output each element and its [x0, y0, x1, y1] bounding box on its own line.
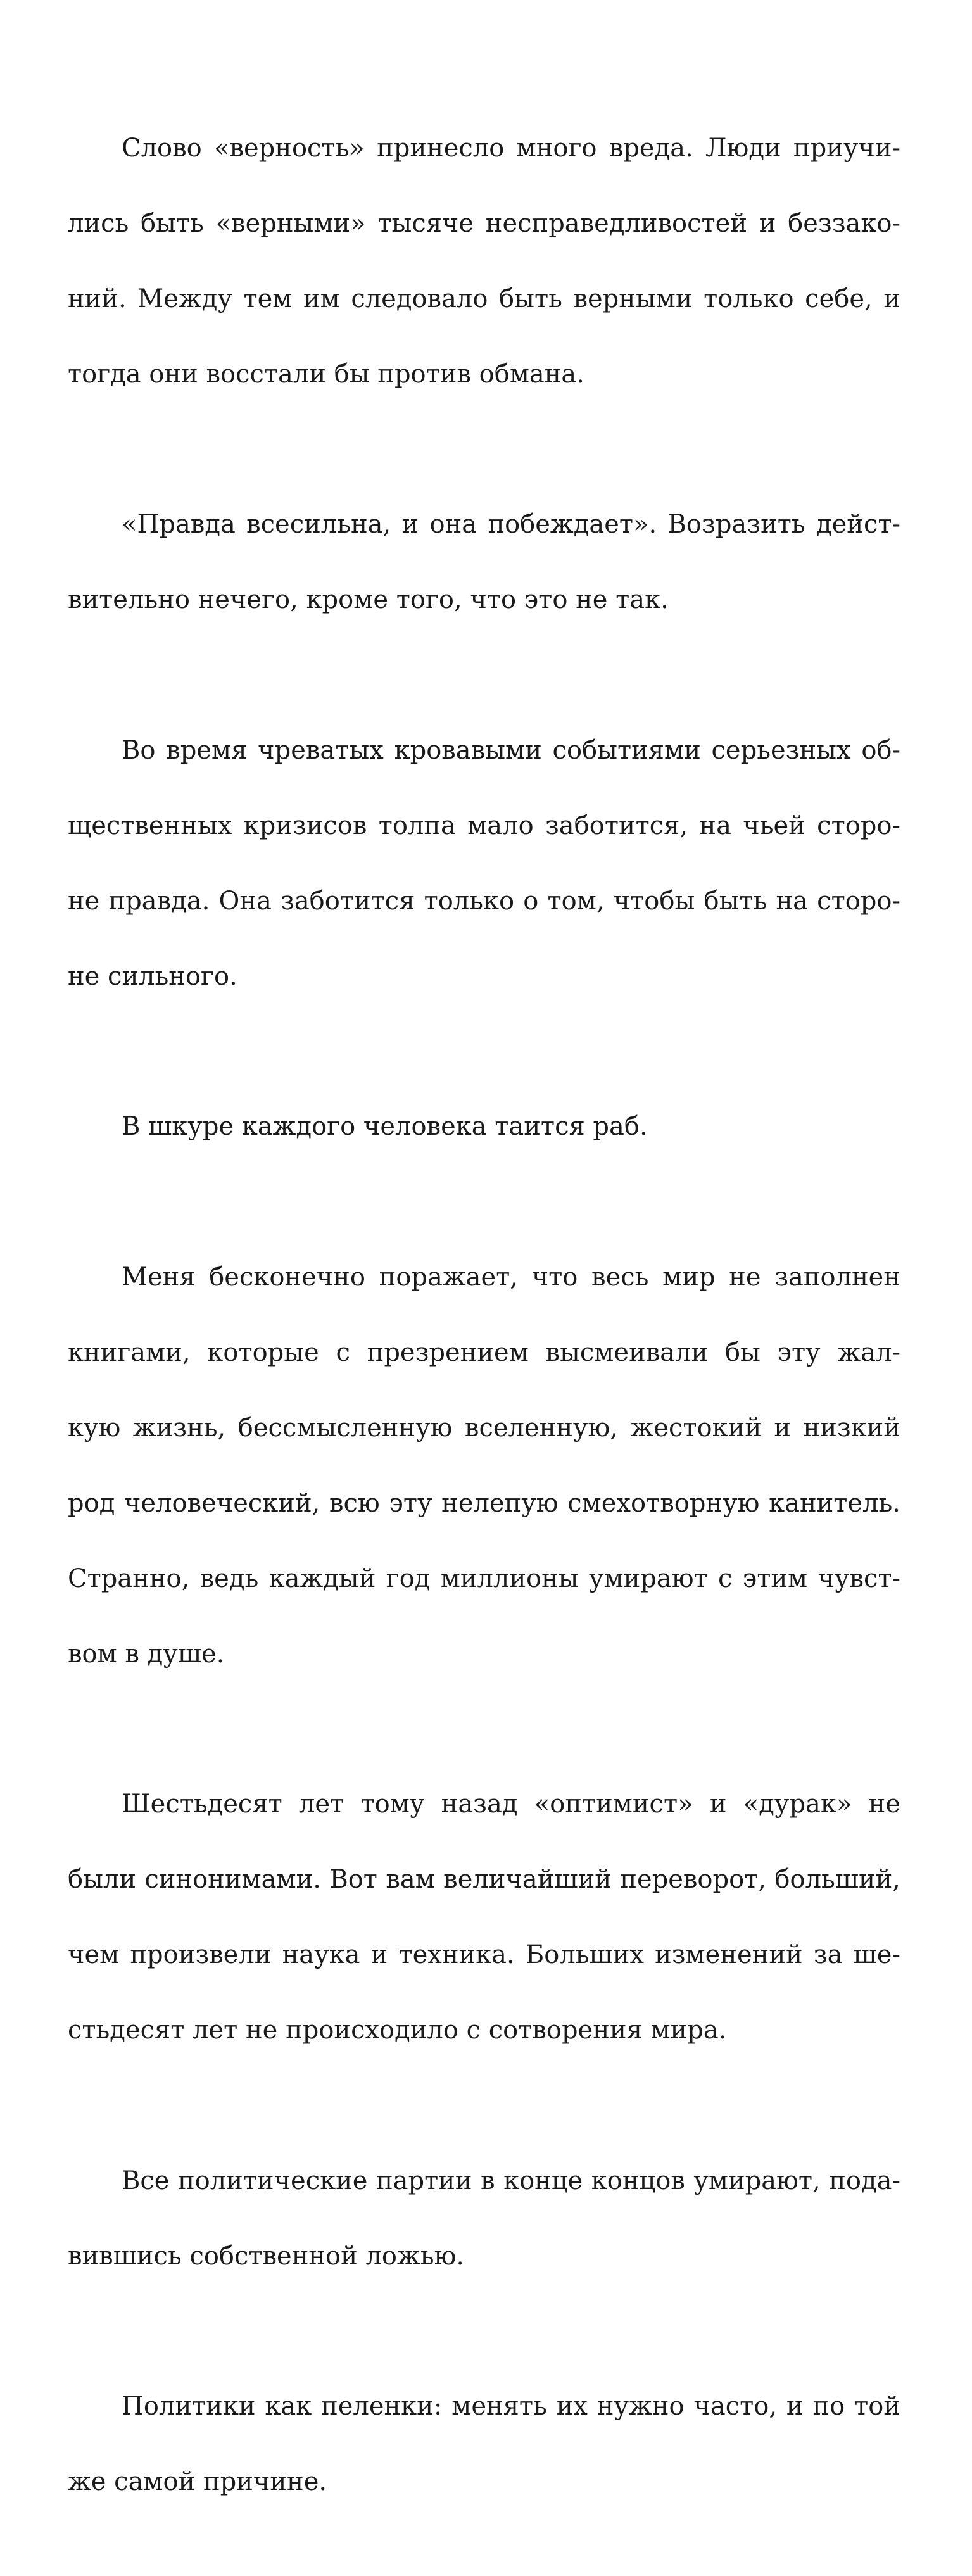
paragraph-3 — [68, 694, 900, 1033]
text-line: щественных кризисов толпа мало заботится, на чьей сторо- — [68, 811, 900, 840]
page-body-text — [68, 92, 900, 2576]
text-line: Шестьдесят лет тому назад «оптимист» и «дурак» не — [122, 1790, 900, 1819]
text-line: Странно, ведь каждый год миллионы умирают с этим чувст- — [68, 1563, 900, 1593]
text-line: тогда они восстали бы против обмана. — [68, 359, 584, 389]
text-line: были синонимами. Вот вам величайший переворот, больший, — [68, 1865, 900, 1894]
text-line: чем произвели наука и техника. Больших изменений за ше- — [68, 1940, 900, 1969]
paragraph-7 — [68, 2125, 900, 2313]
text-line: Во время чреватых кровавыми событиями серьезных об- — [122, 735, 900, 765]
paragraph-8 — [68, 2351, 900, 2539]
text-line: вительно нечего, кроме того, что это не так. — [68, 585, 669, 614]
paragraph-5 — [68, 1221, 900, 1711]
text-line: стьдесят лет не происходило с сотворения мира. — [68, 2016, 727, 2045]
text-line: лись быть «верными» тысяче несправедливостей и беззако- — [68, 208, 900, 238]
text-line: Слово «верность» принесло много вреда. Люди приучи- — [122, 133, 900, 163]
text-line: вом в душе. — [68, 1639, 225, 1669]
text-line: В шкуре каждого человека таится раб. — [122, 1112, 648, 1141]
paragraph-2 — [68, 469, 900, 657]
text-line: «Правда всесильна, и она побеждает». Возразить дейст- — [122, 510, 900, 539]
text-line: Политики как пеленки: менять их нужно часто, и по той — [122, 2392, 900, 2421]
text-line: книгами, которые с презрением высмеивали бы эту жал- — [68, 1337, 900, 1367]
text-line: Все политические партии в конце концов умирают, пода- — [122, 2166, 900, 2195]
paragraph-6 — [68, 1748, 900, 2088]
text-line: ний. Между тем им следовало быть верными только себе, и — [68, 284, 900, 313]
paragraph-4 — [68, 1071, 900, 1184]
text-line: род человеческий, всю эту нелепую смехотворную канитель. — [68, 1488, 900, 1518]
text-line: вившись собственной ложью. — [68, 2241, 465, 2271]
text-line: не сильного. — [68, 961, 237, 991]
text-line: не правда. Она заботится только о том, чтобы быть на сторо- — [68, 886, 900, 916]
paragraph-1 — [68, 92, 900, 431]
text-line: же самой причине. — [68, 2467, 327, 2496]
text-line: Меня бесконечно поражает, что весь мир не заполнен — [122, 1262, 900, 1292]
text-line: кую жизнь, бессмысленную вселенную, жестокий и низкий — [68, 1413, 900, 1443]
